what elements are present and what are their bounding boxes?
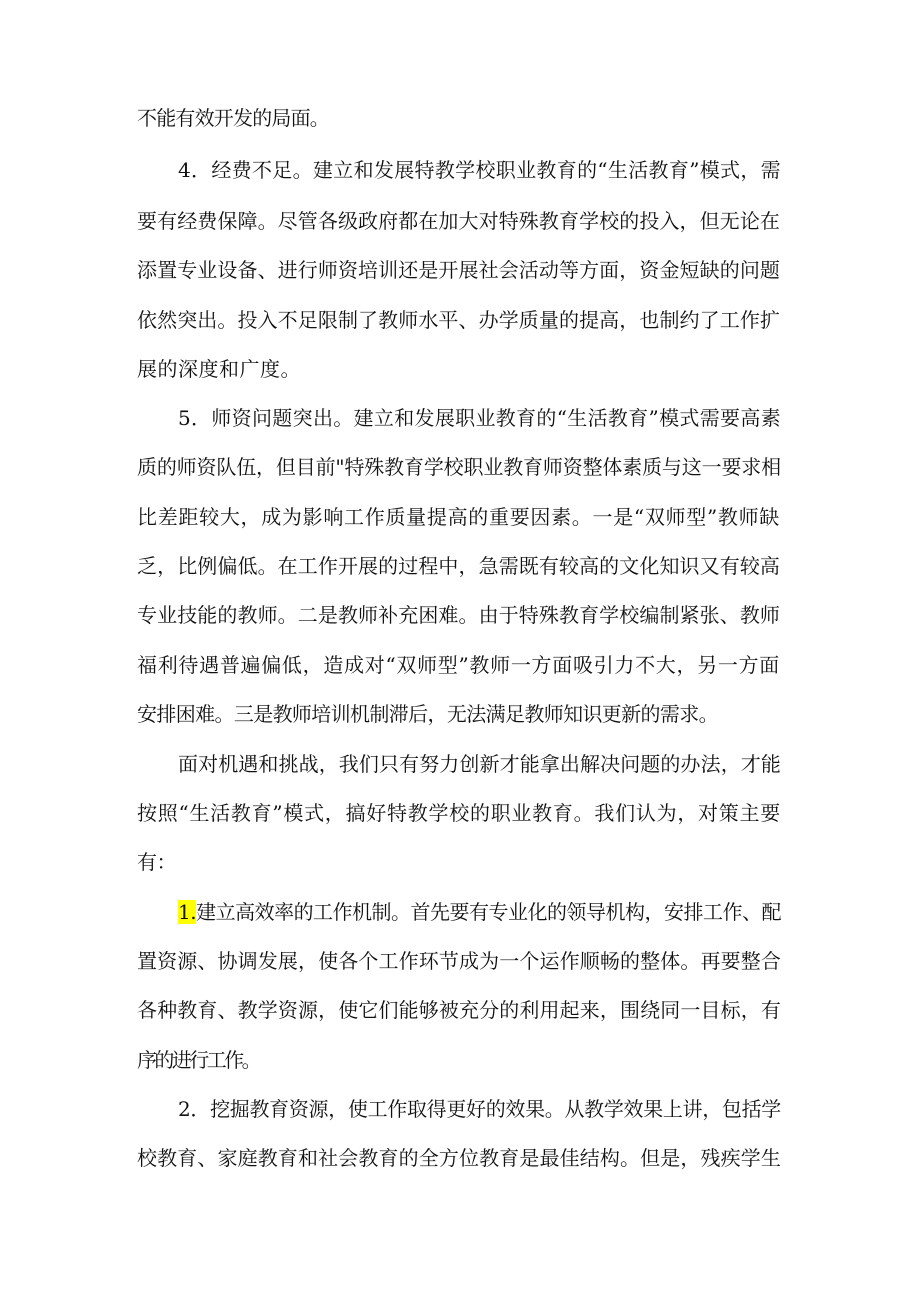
p-item-4-line — [178, 156, 781, 184]
p-item-4-line — [137, 306, 780, 334]
line-text: 要有经费保障。尽管各级政府都在加大对特殊教育学校的投入，但无论在 — [137, 209, 781, 233]
p-intro-measures-line — [137, 848, 176, 876]
p-measure-1-line — [178, 898, 781, 926]
p-item-4-line — [137, 355, 301, 383]
p-measure-1-line — [137, 947, 781, 975]
line-text: 2．挖掘教育资源，使工作取得更好的效果。从教学效果上讲，包括学 — [178, 1097, 781, 1121]
line-text: 依然突出。投入不足限制了教师水平、办学质量的提高，也制约了工作扩 — [137, 308, 781, 332]
line-text: 序的进行工作。 — [137, 1048, 260, 1072]
p-item-5-line — [178, 404, 781, 432]
p-measure-2-line — [137, 1144, 781, 1172]
line-text: 福利待遇普遍偏低，造成对“双师型”教师一方面吸引力不大，另一方面 — [137, 653, 781, 677]
line-text: 添置专业设备、进行师资培训还是开展社会活动等方面，资金短缺的问题 — [137, 258, 781, 282]
line-text: 有： — [137, 850, 176, 874]
line-text: 质的师资队伍，但目前"特殊教育学校职业教育师资整体素质与这一要求相 — [137, 455, 781, 479]
line-text: 安排困难。三是教师培训机制滞后，无法满足教师知识更新的需求。 — [137, 702, 719, 726]
line-text: 按照“生活教育”模式，搞好特教学校的职业教育。我们认为，对策主要 — [137, 801, 782, 825]
line-text: 乏，比例偏低。在工作开展的过程中，急需既有较高的文化知识又有较高 — [137, 554, 781, 578]
line-text: 面对机遇和挑战，我们只有努力创新才能拿出解决问题的办法，才能 — [178, 752, 781, 776]
p-item-4-line — [137, 256, 780, 284]
line-text: 不能有效开发的局面。 — [137, 106, 329, 130]
p-item-5-line — [137, 453, 781, 481]
line-text: 4．经费不足。建立和发展特教学校职业教育的“生活教育”模式，需 — [178, 158, 781, 182]
p-item-5-line — [137, 651, 780, 679]
line-text: 比差距较大，成为影响工作质量提高的重要因素。一是“双师型”教师缺 — [137, 505, 781, 529]
p-measure-1-line — [137, 996, 781, 1024]
line-text: 展的深度和广度。 — [137, 357, 301, 381]
p-measure-1-line — [137, 1046, 259, 1074]
p-continuation-line — [137, 104, 329, 132]
p-intro-measures-line — [137, 799, 781, 827]
p-intro-measures-line — [178, 750, 781, 778]
p-item-5-line — [137, 503, 780, 531]
highlighted-list-marker: 1. — [178, 900, 197, 924]
p-item-4-line — [137, 207, 780, 235]
line-text: 5．师资问题突出。建立和发展职业教育的“生活教育”模式需要高素 — [178, 406, 781, 430]
p-item-5-line — [137, 601, 780, 629]
line-text: 校教育、家庭教育和社会教育的全方位教育是最佳结构。但是，残疾学生 — [137, 1146, 781, 1170]
line-text: 建立高效率的工作机制。首先要有专业化的领导机构，安排工作、配 — [196, 900, 781, 924]
p-item-5-line — [137, 700, 718, 728]
line-text: 各种教育、教学资源，使它们能够被充分的利用起来，围绕同一目标，有 — [137, 998, 781, 1022]
line-text: 专业技能的教师。二是教师补充困难。由于特殊教育学校编制紧张、教师 — [137, 603, 781, 627]
line-text: 置资源、协调发展，使各个工作环节成为一个运作顺畅的整体。再要整合 — [137, 949, 781, 973]
p-measure-2-line — [178, 1095, 781, 1123]
p-item-5-line — [137, 552, 780, 580]
